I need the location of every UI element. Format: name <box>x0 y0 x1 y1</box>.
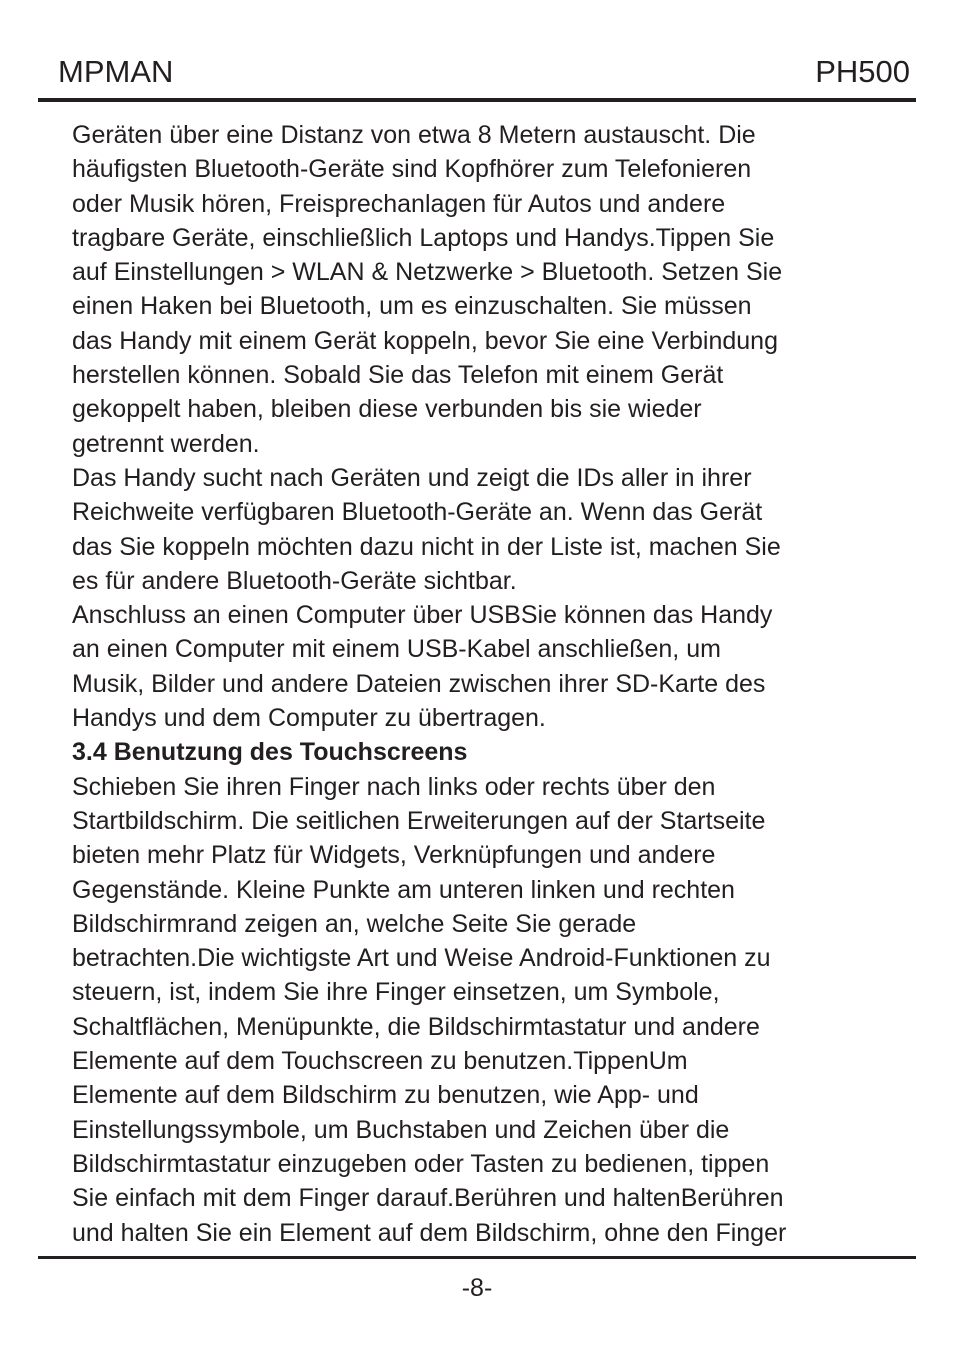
text-line: Schieben Sie ihren Finger nach links oder rechts über den <box>72 772 716 801</box>
text-line: Geräten über eine Distanz von etwa 8 Metern austauscht. Die <box>72 121 756 149</box>
text-line: Elemente auf dem Bildschirm zu benutzen, wie App- und <box>72 1081 699 1110</box>
text-line: Elemente auf dem Touchscreen zu benutzen.TippenUm <box>72 1047 688 1076</box>
text-line: einen Haken bei Bluetooth, um es einzuschalten. Sie müssen <box>72 292 752 321</box>
brand-name: MPMAN <box>58 54 174 89</box>
text-line: Schaltflächen, Menüpunkte, die Bildschirmtastatur und andere <box>72 1012 760 1041</box>
text-line: auf Einstellungen > WLAN & Netzwerke > Bluetooth. Setzen Sie <box>72 258 783 287</box>
text-line: das Handy mit einem Gerät koppeln, bevor Sie eine Verbindung <box>72 326 778 355</box>
text-line: Musik, Bilder und andere Dateien zwischen ihrer SD-Karte des <box>72 669 766 698</box>
page-header <box>58 54 910 94</box>
page-number: -8- <box>461 1274 493 1302</box>
text-line: betrachten.Die wichtigste Art und Weise Android-Funktionen zu <box>72 944 771 973</box>
text-line: Startbildschirm. Die seitlichen Erweiterungen auf der Startseite <box>72 806 766 835</box>
text-line: Handys und dem Computer zu übertragen. <box>72 704 546 733</box>
header-divider <box>38 98 916 102</box>
text-line: getrennt werden. <box>72 429 260 458</box>
text-line: tragbare Geräte, einschließlich Laptops und Handys.Tippen Sie <box>72 223 775 252</box>
section-heading: 3.4 Benutzung des Touchscreens <box>72 738 468 767</box>
text-line: Einstellungssymbole, um Buchstaben und Zeichen über die <box>72 1115 730 1144</box>
text-line: steuern, ist, indem Sie ihre Finger einsetzen, um Symbole, <box>72 978 720 1007</box>
text-line: bieten mehr Platz für Widgets, Verknüpfungen und andere <box>72 841 716 870</box>
text-line: Sie einfach mit dem Finger darauf.Berühren und haltenBerühren <box>72 1184 784 1213</box>
body-text <box>72 118 892 1250</box>
text-line: es für andere Bluetooth-Geräte sichtbar. <box>72 566 517 595</box>
footer-divider <box>38 1256 916 1259</box>
text-line: herstellen können. Sobald Sie das Telefon mit einem Gerät <box>72 361 724 390</box>
text-line: oder Musik hören, Freisprechanlagen für Autos und andere <box>72 189 726 218</box>
text-line: Bildschirmtastatur einzugeben oder Tasten zu bedienen, tippen <box>72 1149 770 1178</box>
text-line: und halten Sie ein Element auf dem Bildschirm, ohne den Finger <box>72 1218 787 1247</box>
text-line: Anschluss an einen Computer über USBSie können das Handy <box>72 601 773 630</box>
text-line: Reichweite verfügbaren Bluetooth-Geräte an. Wenn das Gerät <box>72 498 763 527</box>
text-line: Das Handy sucht nach Geräten und zeigt die IDs aller in ihrer <box>72 463 752 492</box>
text-line: gekoppelt haben, bleiben diese verbunden bis sie wieder <box>72 395 702 424</box>
text-line: das Sie koppeln möchten dazu nicht in der Liste ist, machen Sie <box>72 532 781 561</box>
model-name: PH500 <box>815 54 910 89</box>
text-line: an einen Computer mit einem USB-Kabel anschließen, um <box>72 635 721 664</box>
text-line: Gegenstände. Kleine Punkte am unteren linken und rechten <box>72 875 735 904</box>
text-line: häufigsten Bluetooth-Geräte sind Kopfhörer zum Telefonieren <box>72 155 752 184</box>
text-line: Bildschirmrand zeigen an, welche Seite Sie gerade <box>72 909 637 938</box>
